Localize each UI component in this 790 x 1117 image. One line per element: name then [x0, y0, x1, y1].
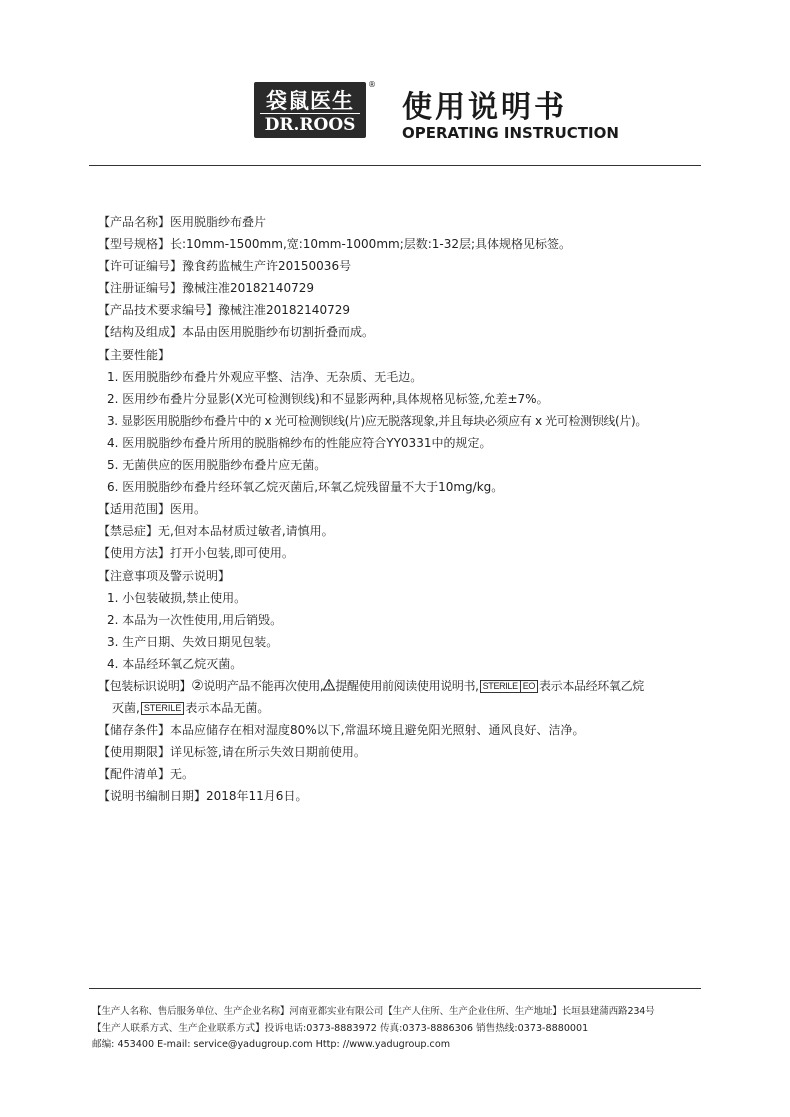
precaution-item: 3. 生产日期、失效日期见包装。 — [107, 634, 279, 649]
precaution-item: 2. 本品为一次性使用,用后销毁。 — [107, 612, 283, 627]
footer-manufacturer: 【生产人名称、售后服务单位、生产企业名称】河南亚都实业有限公司【生产人住所、生产企业住所、生产地址】长垣县建蒲西路234号 — [92, 1006, 655, 1017]
footer-contact: 【生产人联系方式、生产企业联系方式】投诉电话:0373-8883972 传真:0373-8886306 销售热线:0373-8880001 — [92, 1022, 589, 1034]
page-title: 使用说明书 — [402, 90, 567, 125]
no-reuse-icon: ② — [191, 677, 204, 694]
label-sterile-text: 表示本品无菌。 — [185, 701, 270, 716]
accessories-list: 【配件清单】无。 — [98, 767, 195, 782]
tech-requirement-number: 【产品技术要求编号】豫械注准20182140729 — [98, 303, 350, 318]
package-label-explanation — [98, 675, 708, 697]
label-sterile-eo-text: 表示本品经环氧乙烷 — [539, 678, 644, 693]
compile-date: 【说明书编制日期】2018年11月6日。 — [98, 789, 308, 804]
performance-item: 3. 显影医用脱脂纱布叠片中的 x 光可检测钡线(片)应无脱落现象,并且每块必须应有 x 光可检测钡线(片)。 — [107, 413, 648, 428]
package-label-continued — [98, 697, 708, 719]
logo-chinese-text: 袋鼠医生 — [266, 89, 354, 113]
warning-icon — [323, 679, 335, 691]
precaution-item: 1. 小包装破损,禁止使用。 — [107, 590, 247, 605]
page-subtitle: OPERATING INSTRUCTION — [402, 124, 619, 142]
instruction-body — [98, 211, 708, 808]
performance-title: 【主要性能】 — [98, 347, 171, 362]
performance-item: 4. 医用脱脂纱布叠片所用的脱脂棉纱布的性能应符合YY0331中的规定。 — [107, 435, 492, 450]
performance-item: 1. 医用脱脂纱布叠片外观应平整、洁净、无杂质、无毛边。 — [107, 369, 423, 384]
manufacturer-footer — [92, 1004, 712, 1054]
precautions-title: 【注意事项及警示说明】 — [98, 568, 231, 583]
performance-item: 5. 无菌供应的医用脱脂纱布叠片应无菌。 — [107, 458, 327, 473]
product-name: 【产品名称】医用脱脂纱布叠片 — [98, 215, 267, 229]
bottom-divider — [89, 988, 701, 989]
sterile-eo-icon: STERILE EO — [480, 680, 538, 693]
label-warning: 提醒使用前阅读使用说明书, — [335, 678, 479, 693]
registration-number: 【注册证编号】豫械注准20182140729 — [98, 281, 314, 296]
storage-conditions: 【储存条件】本品应储存在相对湿度80%以下,常温环境且避免阳光照射、通风良好、洁净。 — [98, 723, 585, 738]
footer-postal-email: 邮编: 453400 E-mail: service@yadugroup.com Http: //www.yadugroup.com — [92, 1039, 451, 1050]
usage: 【使用方法】打开小包装,即可使用。 — [98, 546, 294, 561]
label-line2-start: 灭菌, — [112, 701, 140, 716]
label-no-reuse: 说明产品不能再次使用, — [203, 678, 324, 693]
top-divider — [89, 165, 701, 166]
scope: 【适用范围】医用。 — [98, 502, 207, 517]
validity-period: 【使用期限】详见标签,请在所示失效日期前使用。 — [98, 745, 366, 760]
label-prefix: 【包装标识说明】 — [98, 678, 192, 693]
logo-divider — [260, 113, 360, 114]
registered-mark: ® — [368, 80, 376, 89]
contraindication: 【禁忌症】无,但对本品材质过敏者,请慎用。 — [98, 524, 334, 539]
structure: 【结构及组成】本品由医用脱脂纱布切割折叠而成。 — [98, 325, 375, 340]
precaution-item: 4. 本品经环氧乙烷灭菌。 — [107, 656, 243, 671]
brand-logo — [254, 82, 366, 138]
sterile-icon: STERILE — [141, 702, 185, 715]
model-spec: 【型号规格】长:10mm-1500mm,宽:10mm-1000mm;层数:1-32层;具体规格见标签。 — [98, 237, 572, 252]
logo-english-text: DR.ROOS — [264, 115, 356, 135]
performance-item: 2. 医用纱布叠片分显影(X光可检测钡线)和不显影两种,具体规格见标签,允差±7%。 — [107, 391, 549, 406]
performance-item: 6. 医用脱脂纱布叠片经环氧乙烷灭菌后,环氧乙烷残留量不大于10mg/kg。 — [107, 480, 504, 495]
license-number: 【许可证编号】豫食药监械生产许20150036号 — [98, 259, 352, 274]
